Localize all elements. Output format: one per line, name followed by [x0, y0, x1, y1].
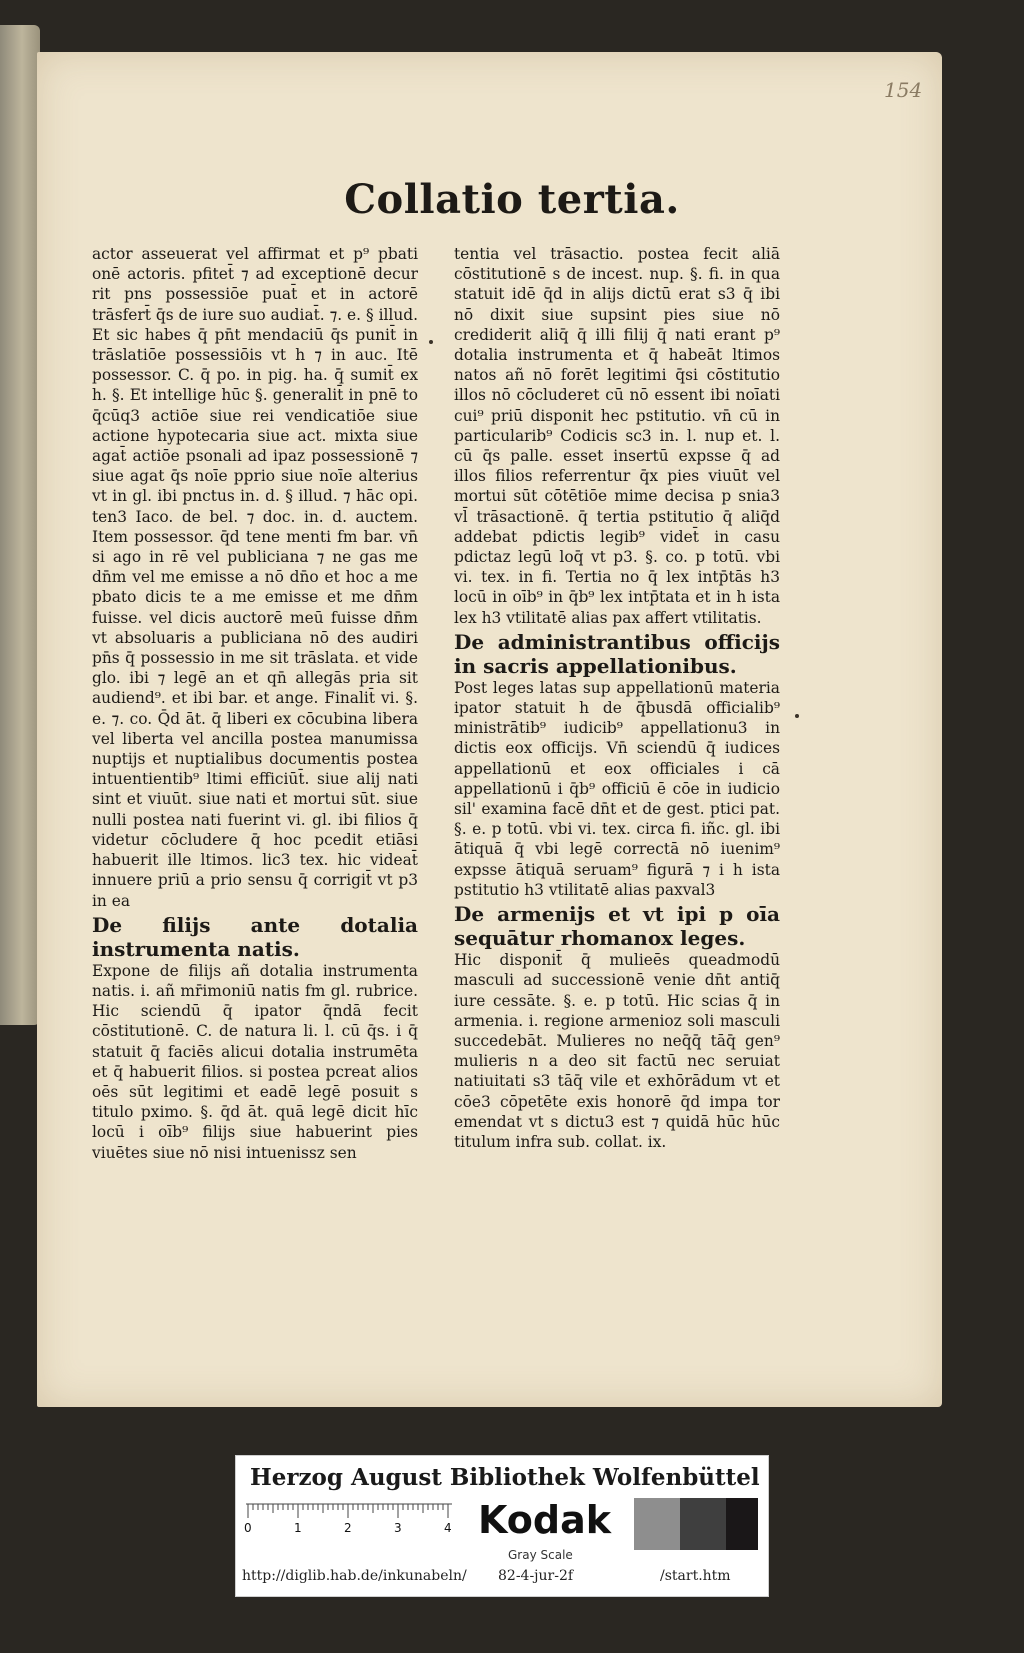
gray-scale-label: Gray Scale	[508, 1548, 573, 1562]
color-target-card	[235, 1455, 769, 1597]
kodak-logo: Kodak	[478, 1498, 611, 1542]
shelfmark: 82-4-jur-2f	[498, 1568, 574, 1584]
section-heading: De administrantibus officijs in sacris appellationibus.	[454, 629, 780, 678]
section-heading: De armenijs et vt ipi p oīa sequātur rhomanox leges.	[454, 902, 780, 951]
ruler-label: 3	[394, 1521, 402, 1535]
adjacent-page-edge	[0, 25, 40, 1025]
ruler-scale	[246, 1502, 456, 1534]
right-text-column	[454, 244, 780, 1152]
ruler-label: 1	[294, 1521, 302, 1535]
page-heading: Collatio tertia.	[344, 176, 680, 223]
folio-number: 154	[884, 78, 923, 102]
section-heading: De filijs ante dotalia instrumenta natis.	[92, 912, 418, 961]
left-text-column	[92, 244, 418, 1163]
ruler-label: 4	[444, 1521, 452, 1535]
target-title: Herzog August Bibliothek Wolfenbüttel	[250, 1464, 760, 1491]
gray-patch-dark	[680, 1498, 726, 1550]
start-link: /start.htm	[660, 1568, 731, 1584]
text-paragraph: Hic disponit̄ q̄ mulieēs queadmodū masculi ad successionē venie dn̄t antiq̄ iure cessāte. §. e. p totū. Hic scias q̄ in armenia. i. regione armenioz soli masculi succedebāt. Mulieres no neq̄q̄ tāq̄ gen⁹ mulieris n a deo sit factū nec seruiat natiuitati s3 tāq̄ vile et exhōrādum vt et cōe3 cōpetēte exis honorē q̄d impa tor emendat vt s dictu3 est ⁊ quidā hūc hūc titulum infra sub. collat. ix.	[454, 951, 780, 1151]
text-paragraph: actor asseuerat vel affirmat et p⁹ pbati onē actoris. pfitet̄ ⁊ ad exceptionē decur rit pns possessiōe puat̄ et in actorē trāsfert̄ q̄s de iure suo audiat̄. ⁊. e. § illud. Et sic habes q̄ pn̄t mendaciū q̄s punit̄ in trāslatiōe possessiōis vt h ⁊ in auc. Itē possessor. C. q̄ po. in pig. ha. q̄ sumit̄ ex h. §. Et intellige hūc §. generalit̄ in pnē to q̄cūq3 actiōe siue rei vendicatiōe siue actione hypotecaria siue act. mixta siue agat̄ actiōe psonali ad ipaz possessionē ⁊ siue agat q̄s noīe pprio siue noīe alterius vt in gl. ibi pnctus in. d. § illud. ⁊ hāc opi. ten3 Iaco. de bel. ⁊ doc. in. d. auctem. Item possessor. q̄d tene menti fm bar. vn̄ si ago in rē vel publiciana ⁊ ne gas me dn̄m vel me emisse a nō dn̄o et hoc a me pbato dicis te a me emisse et me dn̄m fuisse. vel dicis auctorē meū fuisse dn̄m vt absoluaris a publiciana nō des audiri pn̄s q̄ possessio in me sit trāslata. et vide glo. ibi ⁊ legē an et qn̄ allegās pria sit audiend⁹. et ibi bar. et ange. Finalit̄ vi. §. e. ⁊. co. Q̄d āt. q̄ liberi ex cōcubina libera vel liberta vel ancilla postea manumissa nuptijs et nuptialibus documentis postea intuentientib⁹ ltimi efficiūt̄. siue alij nati sint et viuūt. siue nati et mortui sūt. siue nulli postea nati fuerint vi. gl. ibi filios q̄ videtur cōcludere q̄ hoc pcedit etiāsi habuerit ille ltimos. lic3 tex. hic videat̄ innuere priū a prio sensu q̄ corrigit̄ vt p3 in ea	[92, 245, 418, 910]
text-paragraph: Post leges latas sup appellationū materia ipator statuit h de q̄busdā officialib⁹ ministrātib⁹ iudicib⁹ appellationu3 in dictis eox officijs. Vn̄ sciendū q̄ iudices appellationū et eox officiales i cā appellationū i q̄b⁹ officiū ē cōe in iudicio sil' examina facē dn̄t et de gest. ptici pat. §. e. p totū. vbi vi. tex. circa fi. iñc. gl. ibi ātiquā q̄ vbi legē correctā nō iuenim⁹ expsse ātiquā seruam⁹ figurā ⁊ i h ista pstitutio h3 vtilitatē alias paxval3	[454, 678, 780, 899]
text-paragraph: Expone de filijs añ dotalia instrumenta natis. i. añ mr̄imoniū natis fm gl. rubrice. Hic sciendū q̄ ipator q̄ndā fecit cōstitutionē. C. de natura li. l. cū q̄s. i q̄ statuit q̄ faciēs alicui dotalia instrumēta et q̄ habuerit filios. si postea pcreat alios oēs sūt legitimi et eadē legē posuit s titulo pximo. §. q̄d āt. quā legē dicit hīc locū i oīb⁹ filijs siue habuerint pies viuētes siue nō nisi intuenissz sen	[92, 961, 418, 1162]
ruler-label: 2	[344, 1521, 352, 1535]
margin-mark	[795, 714, 799, 718]
gray-patch-light	[634, 1498, 680, 1550]
margin-mark	[429, 340, 433, 344]
archive-url: http://diglib.hab.de/inkunabeln/	[242, 1568, 467, 1584]
ruler-label: 0	[244, 1521, 252, 1535]
gray-patch-black	[726, 1498, 758, 1550]
text-paragraph: tentia vel trāsactio. postea fecit aliā cōstitutionē s de incest. nup. §. fi. in qua statuit idē q̄d in alijs dictū erat s3 q̄ ibi nō dixit siue supsint pies siue nō crediderit aliq̄ q̄ illi filij q̄ nati erant p⁹ dotalia instrumenta et q̄ habeāt ltimos natos añ nō forēt legitimi q̄si cōstitutio illos nō cōcluderet cū nō essent ibi noīati cui⁹ priū disponit hec pstitutio. vn̄ cū in particularib⁹ Codicis sc3 in. l. nup et. l. cū q̄s palle. esset insertū expsse q̄ ad illos filios referrentur q̄x pies viuūt vel mortui sūt cōtētiōe mime decisa p snia3 vl̄ trāsactionē. q̄ tertia pstitutio q̄ aliq̄d addebat pdictis legib⁹ videt̄ in casu pdictaz legū loq̄ vt p3. §. co. p totū. vbi vi. tex. in fi. Tertia no q̄ lex intp̄tās h3 locū in oīb⁹ in q̄b⁹ lex intp̄tata et in h ista lex h3 vtilitatē alias pax affert vtilitatis.	[454, 245, 780, 627]
